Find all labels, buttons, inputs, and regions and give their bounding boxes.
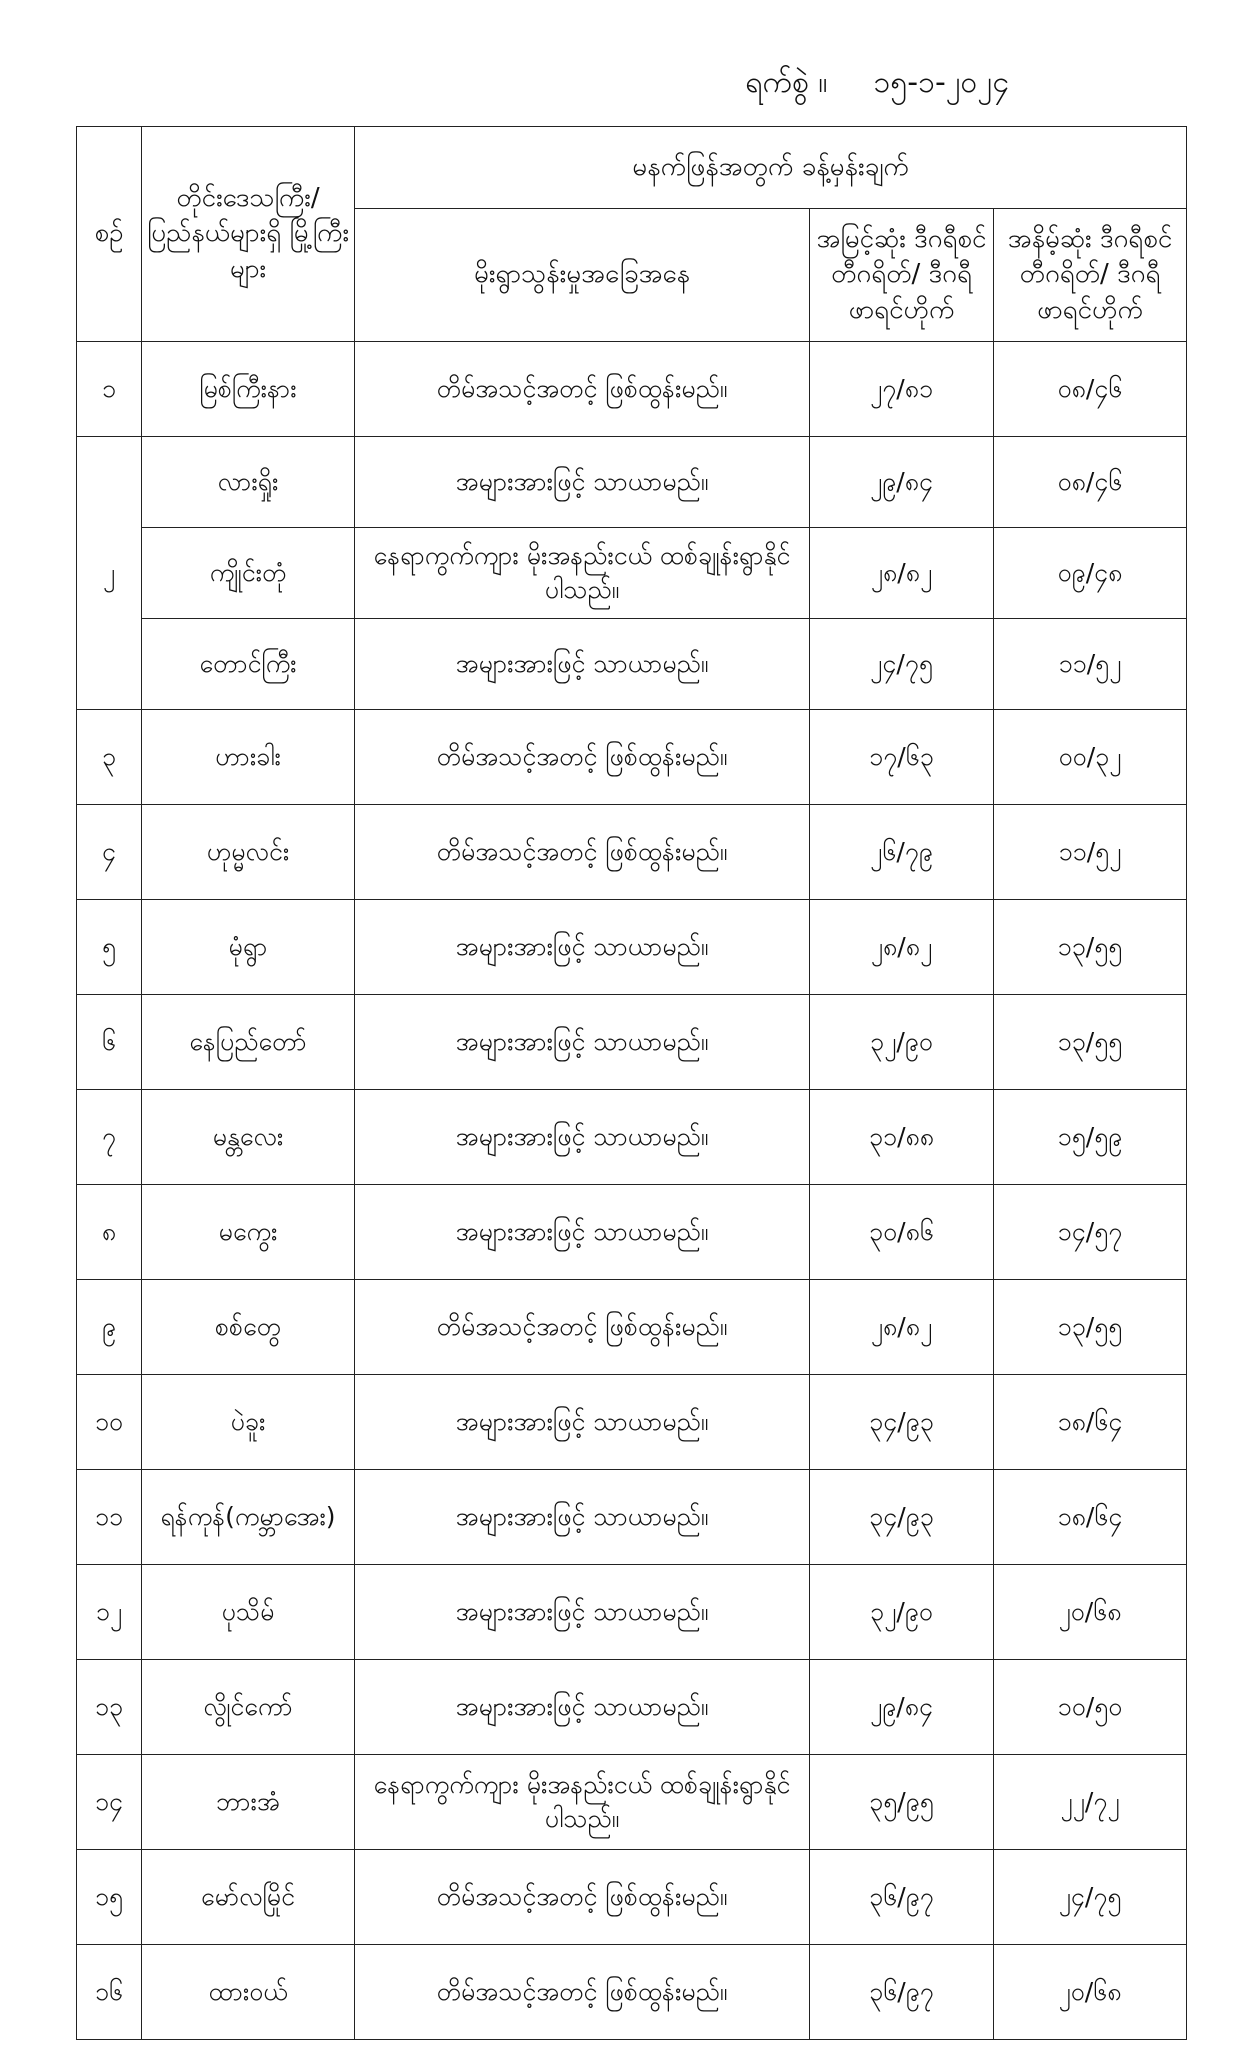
table-row (77, 1755, 1187, 1850)
cell-min-temp: ၁၀/၅၀ (994, 1660, 1187, 1755)
cell-condition: တိမ်အသင့်အတင့် ဖြစ်ထွန်းမည်။ (355, 1850, 810, 1945)
cell-city: မကွေး (142, 1185, 355, 1280)
cell-serial: ၇ (77, 1090, 142, 1185)
table-body (77, 342, 1187, 2040)
table-row (77, 1660, 1187, 1755)
table-row (77, 1565, 1187, 1660)
table-row (77, 805, 1187, 900)
cell-condition: အများအားဖြင့် သာယာမည်။ (355, 619, 810, 710)
cell-condition: အများအားဖြင့် သာယာမည်။ (355, 1185, 810, 1280)
cell-serial: ၁၅ (77, 1850, 142, 1945)
cell-city: ဟုမ္မလင်း (142, 805, 355, 900)
table-row (77, 342, 1187, 437)
cell-max-temp: ၃၂/၉၀ (810, 1565, 994, 1660)
date-label: ရက်စွဲ ။ (745, 65, 828, 100)
cell-max-temp: ၂၉/၈၄ (810, 1660, 994, 1755)
cell-min-temp: ၀၈/၄၆ (994, 437, 1187, 528)
col-header-min-temp: အနိမ့်ဆုံး ဒီဂရီစင်တီဂရိတ်/ ဒီဂရီဖာရင်ဟိုက် (994, 209, 1187, 342)
cell-max-temp: ၂၉/၈၄ (810, 437, 994, 528)
table-row (77, 1280, 1187, 1375)
cell-max-temp: ၃၆/၉၇ (810, 1945, 994, 2040)
table-row (77, 1470, 1187, 1565)
cell-max-temp: ၃၂/၉၀ (810, 995, 994, 1090)
cell-max-temp: ၃၅/၉၅ (810, 1755, 994, 1850)
cell-min-temp: ၁၈/၆၄ (994, 1375, 1187, 1470)
cell-condition: တိမ်အသင့်အတင့် ဖြစ်ထွန်းမည်။ (355, 805, 810, 900)
cell-max-temp: ၃၁/၈၈ (810, 1090, 994, 1185)
cell-max-temp: ၂၆/၇၉ (810, 805, 994, 900)
cell-max-temp: ၃၄/၉၃ (810, 1470, 994, 1565)
cell-min-temp: ၁၁/၅၂ (994, 805, 1187, 900)
table-row (77, 619, 1187, 710)
date-value: ၁၅-၁-၂၀၂၄ (873, 65, 1009, 100)
table-row (77, 995, 1187, 1090)
table-row (77, 1375, 1187, 1470)
cell-min-temp: ၁၃/၅၅ (994, 1280, 1187, 1375)
cell-serial: ၅ (77, 900, 142, 995)
cell-condition: အများအားဖြင့် သာယာမည်။ (355, 1470, 810, 1565)
table-row (77, 1945, 1187, 2040)
cell-max-temp: ၃၆/၉၇ (810, 1850, 994, 1945)
col-header-condition: မိုးရွာသွန်းမှုအခြေအနေ (355, 209, 810, 342)
cell-serial: ၄ (77, 805, 142, 900)
cell-min-temp: ၁၃/၅၅ (994, 995, 1187, 1090)
cell-condition: အများအားဖြင့် သာယာမည်။ (355, 437, 810, 528)
col-header-region: တိုင်းဒေသကြီး/ ပြည်နယ်များရှိ မြို့ကြီးများ (142, 127, 355, 342)
cell-min-temp: ၂၀/၆၈ (994, 1945, 1187, 2040)
cell-min-temp: ၂၀/၆၈ (994, 1565, 1187, 1660)
weather-forecast-table (76, 126, 1187, 2040)
cell-condition: တိမ်အသင့်အတင့် ဖြစ်ထွန်းမည်။ (355, 342, 810, 437)
table-row (77, 1090, 1187, 1185)
cell-max-temp: ၂၈/၈၂ (810, 1280, 994, 1375)
cell-city: ဟားခါး (142, 710, 355, 805)
cell-max-temp: ၂၈/၈၂ (810, 528, 994, 619)
cell-city: မော်လမြိုင် (142, 1850, 355, 1945)
cell-condition: နေရာကွက်ကျား မိုးအနည်းငယ် ထစ်ချုန်းရွာနိုင်ပါသည်။ (355, 528, 810, 619)
cell-max-temp: ၂၈/၈၂ (810, 900, 994, 995)
cell-condition: အများအားဖြင့် သာယာမည်။ (355, 1090, 810, 1185)
table-row (77, 900, 1187, 995)
cell-city: ပဲခူး (142, 1375, 355, 1470)
cell-serial: ၆ (77, 995, 142, 1090)
table-row (77, 710, 1187, 805)
table-row (77, 437, 1187, 528)
cell-min-temp: ၂၂/၇၂ (994, 1755, 1187, 1850)
cell-city: တောင်ကြီး (142, 619, 355, 710)
table-row (77, 1850, 1187, 1945)
cell-city: နေပြည်တော် (142, 995, 355, 1090)
cell-city: လားရှိုး (142, 437, 355, 528)
cell-min-temp: ၀၈/၄၆ (994, 342, 1187, 437)
cell-serial: ၃ (77, 710, 142, 805)
cell-city: စစ်တွေ (142, 1280, 355, 1375)
cell-condition: နေရာကွက်ကျား မိုးအနည်းငယ် ထစ်ချုန်းရွာနိုင်ပါသည်။ (355, 1755, 810, 1850)
cell-serial: ၂ (77, 437, 142, 710)
cell-min-temp: ၂၄/၇၅ (994, 1850, 1187, 1945)
cell-city: မြစ်ကြီးနား (142, 342, 355, 437)
cell-condition: တိမ်အသင့်အတင့် ဖြစ်ထွန်းမည်။ (355, 710, 810, 805)
col-header-serial: စဉ် (77, 127, 142, 342)
cell-condition: အများအားဖြင့် သာယာမည်။ (355, 995, 810, 1090)
cell-city: ရန်ကုန်(ကမ္ဘာအေး) (142, 1470, 355, 1565)
cell-max-temp: ၃၀/၈၆ (810, 1185, 994, 1280)
table-row (77, 1185, 1187, 1280)
table-header (77, 127, 1187, 342)
cell-min-temp: ၁၅/၅၉ (994, 1090, 1187, 1185)
cell-condition: အများအားဖြင့် သာယာမည်။ (355, 1375, 810, 1470)
cell-min-temp: ၀၉/၄၈ (994, 528, 1187, 619)
cell-city: လွိုင်ကော် (142, 1660, 355, 1755)
cell-min-temp: ၁၄/၅၇ (994, 1185, 1187, 1280)
table-row (77, 528, 1187, 619)
cell-city: မန္တလေး (142, 1090, 355, 1185)
cell-city: ပုသိမ် (142, 1565, 355, 1660)
document-date (745, 62, 1009, 107)
cell-min-temp: ၁၃/၅၅ (994, 900, 1187, 995)
col-header-forecast-group: မနက်ဖြန်အတွက် ခန့်မှန်းချက် (355, 127, 1187, 209)
cell-max-temp: ၂၄/၇၅ (810, 619, 994, 710)
cell-min-temp: ၀၀/၃၂ (994, 710, 1187, 805)
col-header-max-temp: အမြင့်ဆုံး ဒီဂရီစင်တီဂရိတ်/ ဒီဂရီဖာရင်ဟိုက် (810, 209, 994, 342)
cell-serial: ၁ (77, 342, 142, 437)
cell-condition: အများအားဖြင့် သာယာမည်။ (355, 900, 810, 995)
cell-serial: ၁၄ (77, 1755, 142, 1850)
cell-city: ဘားအံ (142, 1755, 355, 1850)
cell-serial: ၉ (77, 1280, 142, 1375)
cell-serial: ၈ (77, 1185, 142, 1280)
cell-min-temp: ၁၈/၆၄ (994, 1470, 1187, 1565)
cell-serial: ၁၂ (77, 1565, 142, 1660)
cell-condition: တိမ်အသင့်အတင့် ဖြစ်ထွန်းမည်။ (355, 1280, 810, 1375)
cell-city: မုံရွာ (142, 900, 355, 995)
cell-city: ကျိုင်းတုံ (142, 528, 355, 619)
cell-max-temp: ၁၇/၆၃ (810, 710, 994, 805)
cell-serial: ၁၆ (77, 1945, 142, 2040)
cell-max-temp: ၃၄/၉၃ (810, 1375, 994, 1470)
cell-condition: အများအားဖြင့် သာယာမည်။ (355, 1565, 810, 1660)
cell-serial: ၁၃ (77, 1660, 142, 1755)
cell-condition: အများအားဖြင့် သာယာမည်။ (355, 1660, 810, 1755)
cell-city: ထားဝယ် (142, 1945, 355, 2040)
cell-condition: တိမ်အသင့်အတင့် ဖြစ်ထွန်းမည်။ (355, 1945, 810, 2040)
cell-min-temp: ၁၁/၅၂ (994, 619, 1187, 710)
cell-serial: ၁၀ (77, 1375, 142, 1470)
cell-serial: ၁၁ (77, 1470, 142, 1565)
cell-max-temp: ၂၇/၈၁ (810, 342, 994, 437)
